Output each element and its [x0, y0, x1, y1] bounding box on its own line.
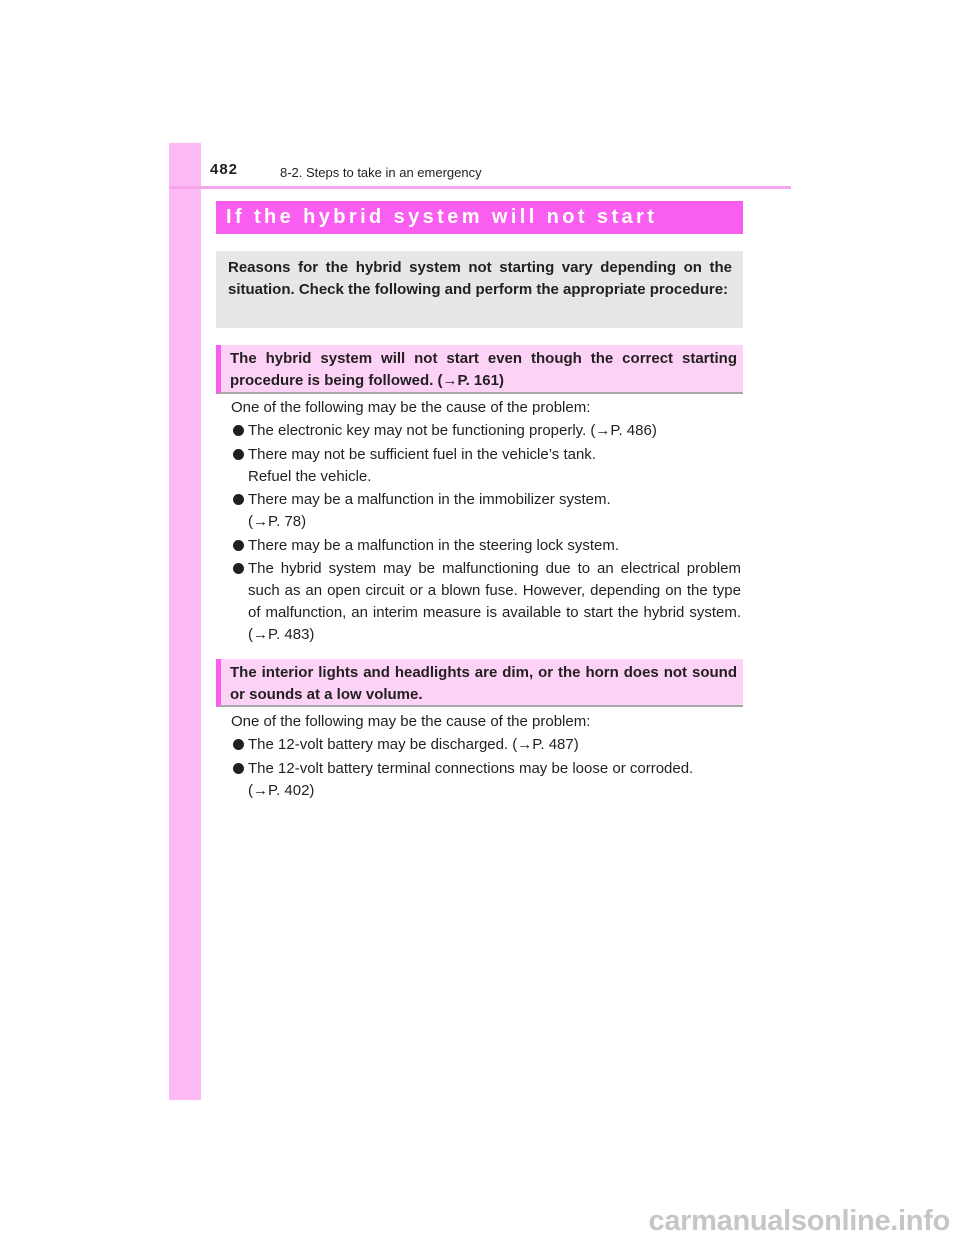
- bullet-icon: [233, 425, 244, 436]
- cause-list-2: [233, 734, 741, 803]
- header-rule: [169, 186, 791, 189]
- lead-text: One of the following may be the cause of the problem:: [231, 713, 591, 730]
- bullet-icon: [233, 763, 244, 774]
- bullet-icon: [233, 540, 244, 551]
- lead-text: One of the following may be the cause of the problem:: [231, 399, 591, 416]
- section-title: If the hybrid system will not start: [226, 206, 658, 228]
- bullet-icon: [233, 739, 244, 750]
- watermark: carmanualsonline.info: [648, 1205, 950, 1237]
- list-item: The hybrid system may be malfunctioning due to an electrical problem such as an open circuit or a blown fuse. However, depending on the type of malfunction, an interim measure is available to start the hybrid system. (→P. 483): [233, 558, 741, 646]
- list-item: The 12-volt battery terminal connections may be loose or corroded. (→P. 402): [233, 758, 741, 802]
- bullet-icon: [233, 449, 244, 460]
- subheading-dim-lights: [216, 659, 743, 707]
- subheading-text: The hybrid system will not start even though the correct starting procedure is being followed. (→P. 161): [230, 350, 737, 389]
- section-title-bar: [216, 201, 743, 234]
- cause-list-1: [233, 420, 741, 648]
- list-item: There may be a malfunction in the immobilizer system. (→P. 78): [233, 489, 741, 533]
- subheading-correct-procedure: [216, 345, 743, 394]
- list-item: There may not be sufficient fuel in the vehicle’s tank. Refuel the vehicle.: [233, 444, 741, 488]
- list-item: The electronic key may not be functioning properly. (→P. 486): [233, 420, 741, 442]
- side-band: [169, 143, 201, 1100]
- intro-box: [216, 251, 743, 328]
- bullet-icon: [233, 494, 244, 505]
- page-number: 482: [210, 161, 239, 178]
- subheading-text: The interior lights and headlights are dim, or the horn does not sound or sounds at a low volume.: [230, 664, 737, 703]
- list-item: There may be a malfunction in the steering lock system.: [233, 535, 741, 557]
- section-path: 8-2. Steps to take in an emergency: [280, 165, 482, 180]
- intro-text: Reasons for the hybrid system not starting vary depending on the situation. Check the following and perform the appropriate procedure:: [228, 259, 732, 298]
- list-item: The 12-volt battery may be discharged. (→P. 487): [233, 734, 741, 756]
- bullet-icon: [233, 563, 244, 574]
